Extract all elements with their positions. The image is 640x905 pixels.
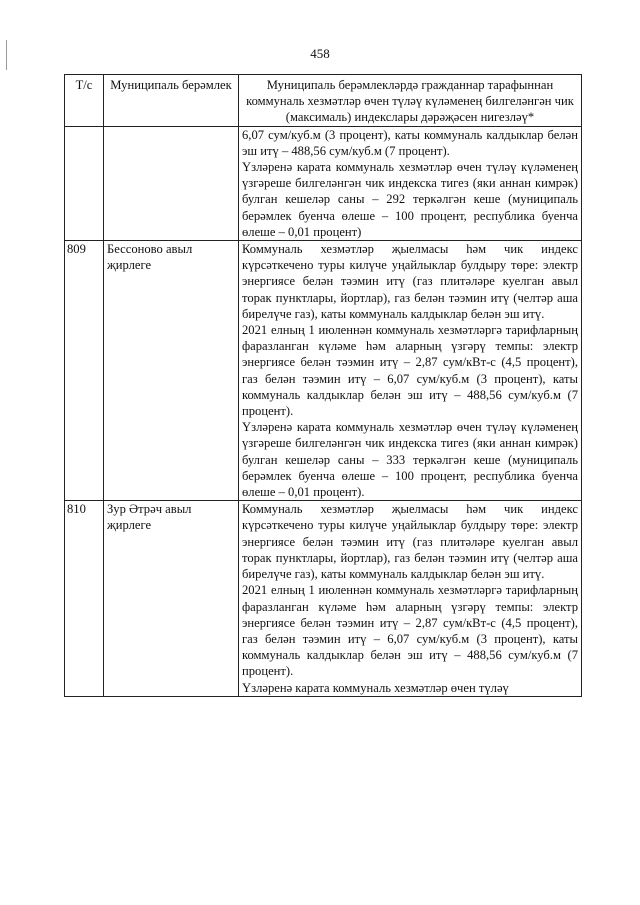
header-justification: Муниципаль берәмлекләрдә гражданнар тарафыннан коммуналь хезмәтләр өчен түләү күләменең билгеләнгән чик (максималь) индекслары дәрәҗәсен нигезләү* [239, 75, 582, 127]
row-number: 809 [65, 241, 104, 501]
justification-paragraph: Үзләренә карата коммуналь хезмәтләр өчен түләү күләменең үзгәреше билгеләнгән чик индекска тигез (яки аннан кимрәк) булган кешеләр саны – 292 теркәлгән кеше (муниципаль берәмлек буенча өлеше – 100 процент, республика буенча өлеше – 0,01 процент) [242, 160, 578, 239]
page-number: 458 [310, 46, 330, 61]
municipality-name: Зур Әтрәч авыл җирлеге [104, 501, 239, 696]
table-row [65, 126, 582, 240]
justification-cell [239, 241, 582, 501]
municipality-name: Бессоново авыл җирлеге [104, 241, 239, 501]
justification-paragraph: Коммуналь хезмәтләр җыелмасы һәм чик индекс күрсәткечено туры килүче уңайлыклар булдыру төре: электр энергиясе белән тәэмин итү (газ плитәләре куелган авыл торак пунктлары, йортлар), газ белән тәэмин итү (челтәр аша бирелүче газ), каты коммуналь калдыклар белән эш итү. [242, 502, 578, 582]
row-number: 810 [65, 501, 104, 696]
header-municipality: Муниципаль берәмлек [104, 75, 239, 127]
justification-paragraph: Үзләренә карата коммуналь хезмәтләр өчен түләү [242, 680, 509, 695]
tariff-table [64, 74, 582, 697]
justification-paragraph: 2021 елның 1 июленнән коммуналь хезмәтләргә тарифларның фаразланган күләме һәм аларның үзгәрү темпы: электр энергиясе белән тәэмин итү – 2,87 сум/кВт-с (4,5 процент), газ белән тәэмин итү – 6,07 сум/куб.м (3 процент), каты коммуналь калдыклар белән эш итү – 488,56 сум/куб.м (7 процент). [242, 583, 578, 679]
justification-cell [239, 501, 582, 696]
justification-paragraph: Үзләренә карата коммуналь хезмәтләр өчен түләү күләменең үзгәреше билгеләнгән чик индекска тигез (яки аннан кимрәк) булган кешеләр саны – 333 теркәлгән кеше (муниципаль берәмлек буенча өлеше – 100 процент, республика буенча өлеше – 0,01 процент). [242, 420, 578, 500]
header-row [65, 75, 582, 127]
header-number: Т/с [65, 75, 104, 127]
table-row [65, 241, 582, 501]
justification-paragraph: 6,07 сум/куб.м (3 процент), каты коммуналь калдыклар белән эш итү – 488,56 сум/куб.м (7 процент). [242, 127, 578, 158]
justification-cell [239, 126, 582, 240]
table-body [65, 126, 582, 696]
margin-mark [6, 40, 7, 70]
row-number [65, 126, 104, 240]
table-row [65, 501, 582, 696]
municipality-name [104, 126, 239, 240]
justification-paragraph: Коммуналь хезмәтләр җыелмасы һәм чик индекс күрсәткечено туры килүче уңайлыклар булдыру төре: электр энергиясе белән тәэмин итү (газ плитәләре куелган авыл торак пунктлары, йортлар), газ белән тәэмин итү (челтәр аша бирелүче газ), каты коммуналь калдыклар белән эш итү. [242, 242, 578, 321]
justification-paragraph: 2021 елның 1 июленнән коммуналь хезмәтләргә тарифларның фаразланган күләме һәм аларның үзгәрү темпы: электр энергиясе белән тәэмин итү – 2,87 сум/кВт-с (4,5 процент), газ белән тәэмин итү – 6,07 сум/куб.м (3 процент), каты коммуналь калдыклар белән эш итү – 488,56 сум/куб.м (7 процент). [242, 323, 578, 419]
